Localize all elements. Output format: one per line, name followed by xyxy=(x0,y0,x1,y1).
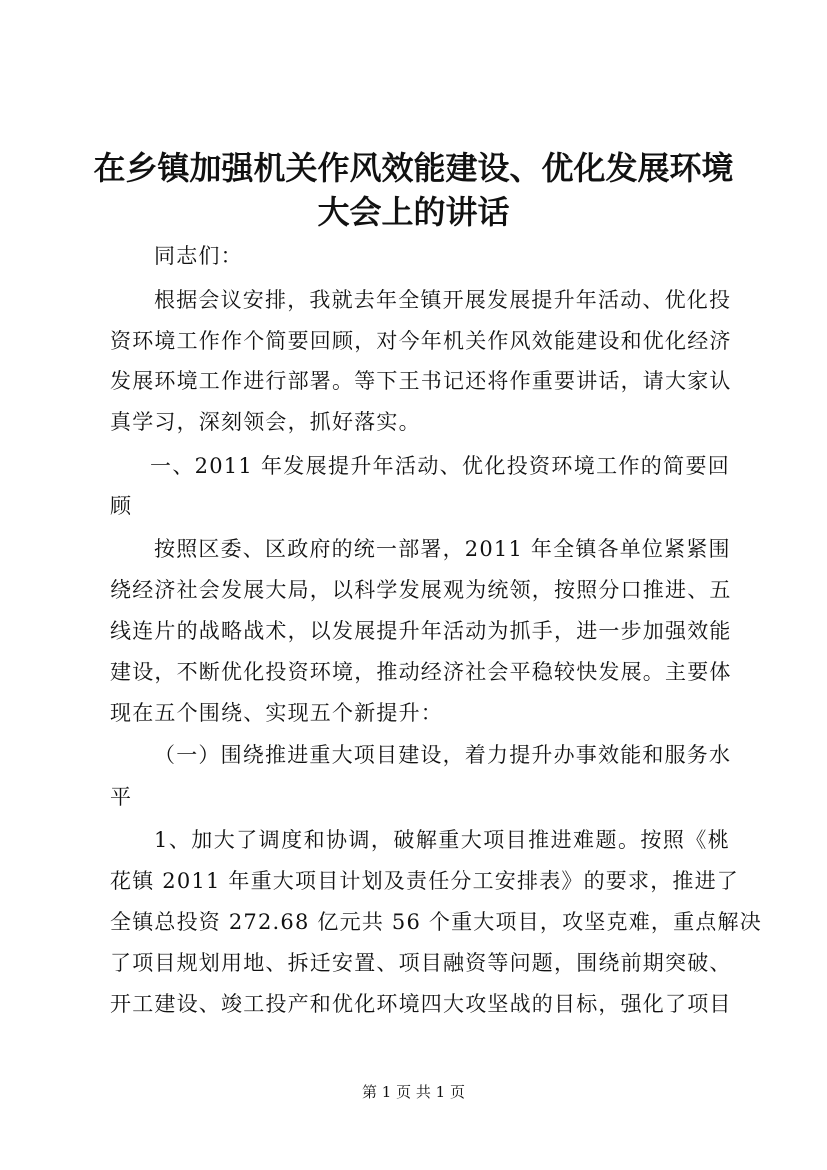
salutation: 同志们： xyxy=(154,244,243,268)
paragraph-line: 建设，不断优化投资环境，推动经济社会平稳较快发展。主要体 xyxy=(110,660,732,684)
section-heading-line: 一、2011 年发展提升年活动、优化投资环境工作的简要回 xyxy=(150,454,730,478)
paragraph-line: 按照区委、区政府的统一部署，2011 年全镇各单位紧紧围 xyxy=(154,537,731,561)
paragraph-line: 根据会议安排，我就去年全镇开展发展提升年活动、优化投 xyxy=(154,288,732,312)
paragraph-line: 了项目规划用地、拆迁安置、项目融资等问题，围绕前期突破、 xyxy=(110,951,732,975)
paragraph-line: 资环境工作作个简要回顾，对今年机关作风效能建设和优化经济 xyxy=(110,329,732,353)
document-title-line-1: 在乡镇加强机关作风效能建设、优化发展环境 xyxy=(93,149,734,187)
section-heading-line: 顾 xyxy=(110,494,133,518)
paragraph-line: 发展环境工作进行部署。等下王书记还将作重要讲话，请大家认 xyxy=(110,369,732,393)
page-number-footer: 第 1 页 共 1 页 xyxy=(362,1083,465,1101)
paragraph-line: 绕经济社会发展大局，以科学发展观为统领，按照分口推进、五 xyxy=(110,578,732,602)
paragraph-line: 1、加大了调度和协调，破解重大项目推进难题。按照《桃 xyxy=(154,828,730,852)
paragraph-line: 真学习，深刻领会，抓好落实。 xyxy=(110,410,421,434)
paragraph-line: 全镇总投资 272.68 亿元共 56 个重大项目，攻坚克难，重点解决 xyxy=(110,910,762,934)
paragraph-line: 开工建设、竣工投产和优化环境四大攻坚战的目标，强化了项目 xyxy=(110,992,732,1016)
document-title-line-2: 大会上的讲话 xyxy=(317,193,510,231)
paragraph-line: 现在五个围绕、实现五个新提升： xyxy=(110,701,443,725)
paragraph-line: 花镇 2011 年重大项目计划及责任分工安排表》的要求，推进了 xyxy=(110,869,739,893)
subsection-heading-line: （一）围绕推进重大项目建设，着力提升办事效能和服务水 xyxy=(154,743,732,767)
subsection-heading-line: 平 xyxy=(110,785,133,809)
paragraph-line: 线连片的战略战术，以发展提升年活动为抓手，进一步加强效能 xyxy=(110,619,732,643)
